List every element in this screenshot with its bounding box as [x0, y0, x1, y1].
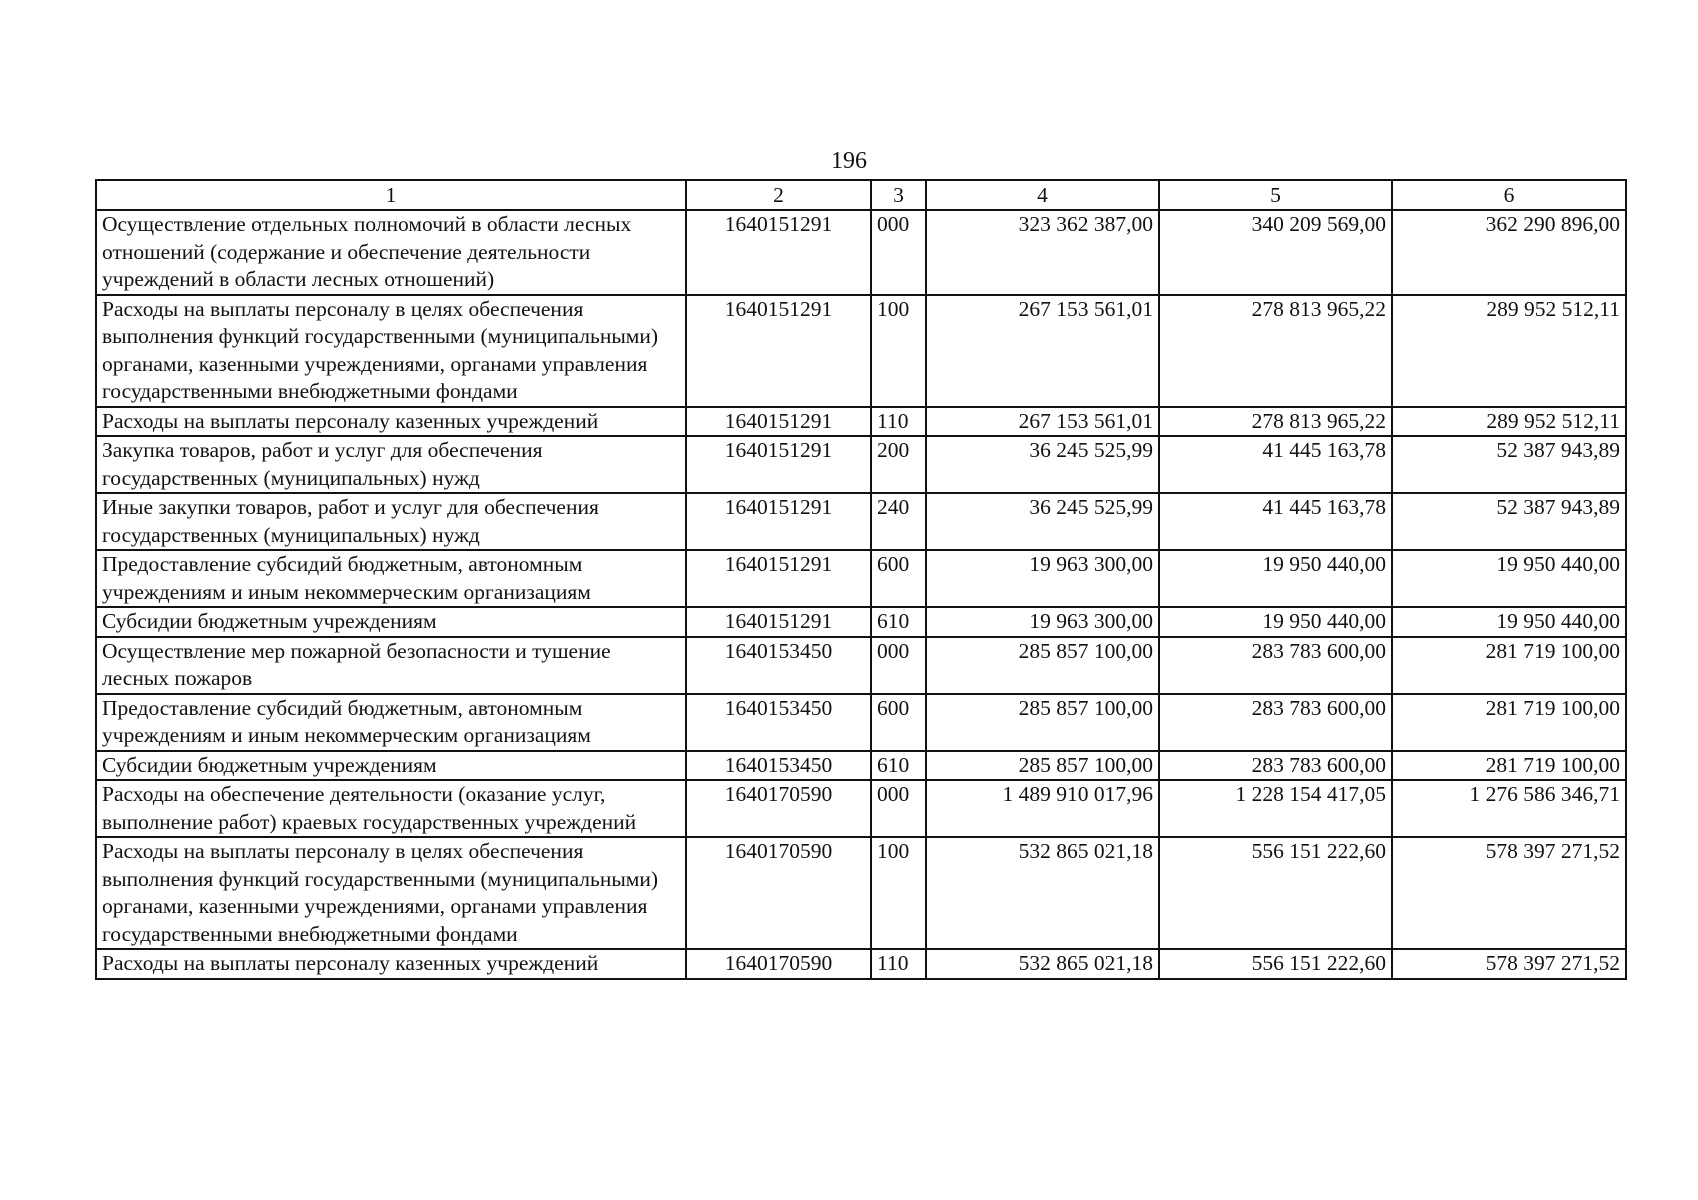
expense-name: Осуществление отдельных полномочий в области лесных отношений (содержание и обеспечение деятельности учреждений в области лесных отношений) — [96, 210, 686, 295]
expense-type: 600 — [871, 550, 926, 607]
amount-col-6: 19 950 440,00 — [1392, 607, 1626, 637]
amount-col-4: 19 963 300,00 — [926, 607, 1159, 637]
amount-col-4: 323 362 387,00 — [926, 210, 1159, 295]
budget-table — [95, 179, 1627, 980]
target-code: 1640151291 — [686, 436, 871, 493]
expense-name: Осуществление мер пожарной безопасности и тушение лесных пожаров — [96, 637, 686, 694]
target-code: 1640151291 — [686, 295, 871, 407]
expense-name: Субсидии бюджетным учреждениям — [96, 607, 686, 637]
expense-name: Закупка товаров, работ и услуг для обеспечения государственных (муниципальных) нужд — [96, 436, 686, 493]
expense-type: 600 — [871, 694, 926, 751]
table-row — [96, 780, 1626, 837]
amount-col-5: 1 228 154 417,05 — [1159, 780, 1392, 837]
amount-col-4: 36 245 525,99 — [926, 436, 1159, 493]
expense-name: Иные закупки товаров, работ и услуг для обеспечения государственных (муниципальных) нужд — [96, 493, 686, 550]
expense-type: 000 — [871, 780, 926, 837]
page-number: 196 — [831, 148, 867, 174]
amount-col-5: 41 445 163,78 — [1159, 436, 1392, 493]
expense-name: Расходы на выплаты персоналу казенных учреждений — [96, 407, 686, 437]
expense-type: 100 — [871, 837, 926, 949]
amount-col-6: 52 387 943,89 — [1392, 436, 1626, 493]
amount-col-5: 283 783 600,00 — [1159, 751, 1392, 781]
expense-type: 100 — [871, 295, 926, 407]
target-code: 1640151291 — [686, 607, 871, 637]
expense-type: 240 — [871, 493, 926, 550]
target-code: 1640170590 — [686, 949, 871, 979]
table-row — [96, 493, 1626, 550]
header-cell: 1 — [96, 180, 686, 210]
amount-col-4: 19 963 300,00 — [926, 550, 1159, 607]
amount-col-6: 19 950 440,00 — [1392, 550, 1626, 607]
amount-col-4: 285 857 100,00 — [926, 637, 1159, 694]
amount-col-6: 281 719 100,00 — [1392, 694, 1626, 751]
expense-type: 610 — [871, 607, 926, 637]
target-code: 1640170590 — [686, 780, 871, 837]
amount-col-6: 578 397 271,52 — [1392, 837, 1626, 949]
target-code: 1640153450 — [686, 694, 871, 751]
expense-type: 000 — [871, 210, 926, 295]
amount-col-5: 283 783 600,00 — [1159, 637, 1392, 694]
target-code: 1640151291 — [686, 493, 871, 550]
expense-name: Расходы на выплаты персоналу в целях обеспечения выполнения функций государственными (муниципальными) органами, казенными учреждениями, органами управления государственными внебюджетными фондами — [96, 295, 686, 407]
amount-col-4: 285 857 100,00 — [926, 751, 1159, 781]
amount-col-5: 19 950 440,00 — [1159, 607, 1392, 637]
expense-name: Субсидии бюджетным учреждениям — [96, 751, 686, 781]
amount-col-5: 278 813 965,22 — [1159, 407, 1392, 437]
target-code: 1640153450 — [686, 637, 871, 694]
amount-col-4: 267 153 561,01 — [926, 295, 1159, 407]
amount-col-4: 532 865 021,18 — [926, 837, 1159, 949]
expense-type: 110 — [871, 949, 926, 979]
header-cell: 4 — [926, 180, 1159, 210]
amount-col-4: 267 153 561,01 — [926, 407, 1159, 437]
table-row — [96, 607, 1626, 637]
table-row — [96, 407, 1626, 437]
header-cell: 5 — [1159, 180, 1392, 210]
amount-col-5: 556 151 222,60 — [1159, 949, 1392, 979]
table-row — [96, 210, 1626, 295]
expense-type: 200 — [871, 436, 926, 493]
amount-col-6: 362 290 896,00 — [1392, 210, 1626, 295]
header-row — [96, 180, 1626, 210]
target-code: 1640170590 — [686, 837, 871, 949]
amount-col-6: 281 719 100,00 — [1392, 637, 1626, 694]
target-code: 1640151291 — [686, 550, 871, 607]
target-code: 1640151291 — [686, 407, 871, 437]
amount-col-6: 1 276 586 346,71 — [1392, 780, 1626, 837]
amount-col-6: 52 387 943,89 — [1392, 493, 1626, 550]
amount-col-4: 285 857 100,00 — [926, 694, 1159, 751]
amount-col-5: 278 813 965,22 — [1159, 295, 1392, 407]
expense-name: Предоставление субсидий бюджетным, автономным учреждениям и иным некоммерческим организациям — [96, 694, 686, 751]
table-row — [96, 837, 1626, 949]
header-cell: 6 — [1392, 180, 1626, 210]
amount-col-6: 578 397 271,52 — [1392, 949, 1626, 979]
amount-col-5: 340 209 569,00 — [1159, 210, 1392, 295]
table-row — [96, 637, 1626, 694]
target-code: 1640153450 — [686, 751, 871, 781]
amount-col-5: 41 445 163,78 — [1159, 493, 1392, 550]
amount-col-6: 289 952 512,11 — [1392, 407, 1626, 437]
expense-name: Расходы на выплаты персоналу в целях обеспечения выполнения функций государственными (муниципальными) органами, казенными учреждениями, органами управления государственными внебюджетными фондами — [96, 837, 686, 949]
amount-col-5: 556 151 222,60 — [1159, 837, 1392, 949]
table-row — [96, 949, 1626, 979]
amount-col-4: 36 245 525,99 — [926, 493, 1159, 550]
expense-name: Предоставление субсидий бюджетным, автономным учреждениям и иным некоммерческим организациям — [96, 550, 686, 607]
amount-col-6: 281 719 100,00 — [1392, 751, 1626, 781]
table-row — [96, 694, 1626, 751]
expense-type: 000 — [871, 637, 926, 694]
amount-col-4: 532 865 021,18 — [926, 949, 1159, 979]
header-cell: 3 — [871, 180, 926, 210]
table-row — [96, 436, 1626, 493]
amount-col-5: 283 783 600,00 — [1159, 694, 1392, 751]
expense-type: 610 — [871, 751, 926, 781]
expense-type: 110 — [871, 407, 926, 437]
table-row — [96, 295, 1626, 407]
target-code: 1640151291 — [686, 210, 871, 295]
header-cell: 2 — [686, 180, 871, 210]
expense-name: Расходы на выплаты персоналу казенных учреждений — [96, 949, 686, 979]
amount-col-5: 19 950 440,00 — [1159, 550, 1392, 607]
amount-col-4: 1 489 910 017,96 — [926, 780, 1159, 837]
table-row — [96, 550, 1626, 607]
expense-name: Расходы на обеспечение деятельности (оказание услуг, выполнение работ) краевых государственных учреждений — [96, 780, 686, 837]
table-row — [96, 751, 1626, 781]
amount-col-6: 289 952 512,11 — [1392, 295, 1626, 407]
